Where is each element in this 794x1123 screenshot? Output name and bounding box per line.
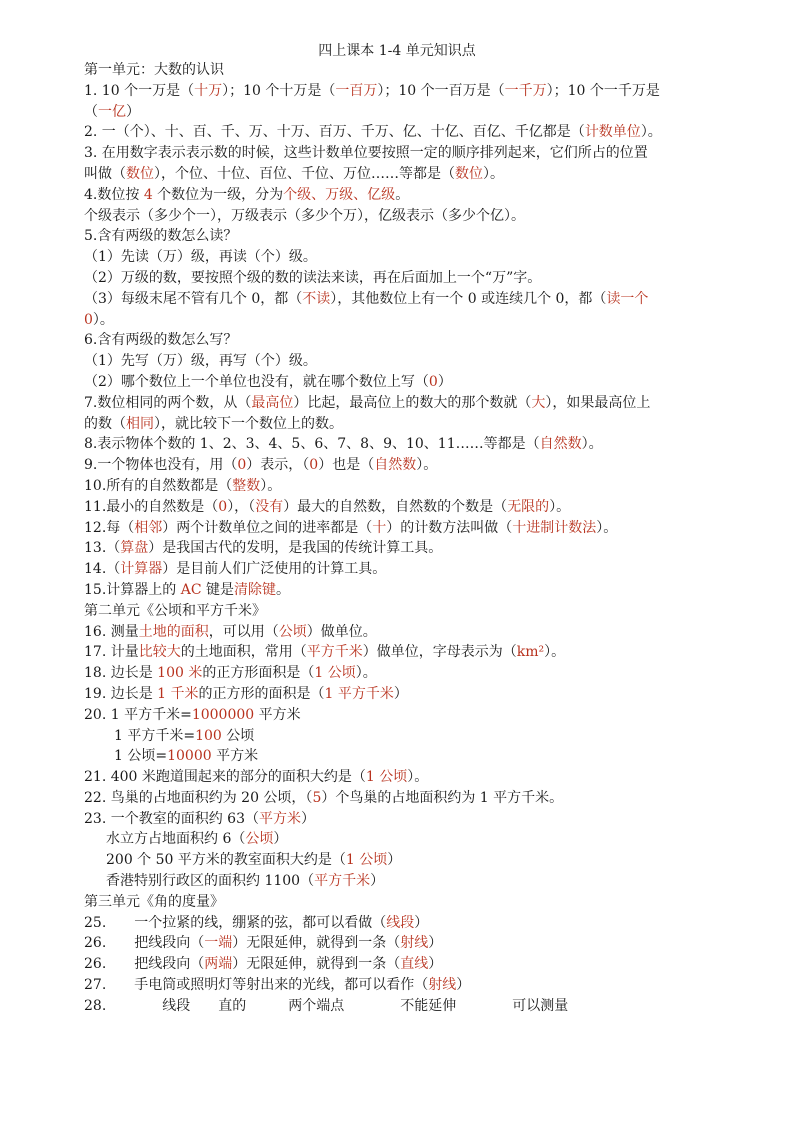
line-text: 平方米: [211, 748, 259, 765]
answer-text: 无限的: [507, 498, 550, 515]
text-line: [84, 393, 744, 414]
knowledge-points-list: [84, 60, 744, 1017]
line-text: 5.含有两级的数怎么读？: [84, 228, 238, 245]
text-line: [84, 559, 744, 580]
answer-text: 100: [195, 727, 222, 744]
text-line: [84, 60, 744, 81]
line-text: （: [84, 103, 98, 120]
answer-text: 10000: [167, 748, 212, 765]
line-text: 10.所有的自然数都是（: [84, 477, 233, 494]
answer-text: 数位: [126, 165, 154, 182]
line-text: ）最大的自然数，自然数的个数是（: [283, 498, 508, 515]
line-text: ）。: [355, 665, 377, 682]
line-text: 1. 10 个一万是（: [84, 82, 195, 99]
text-line: [84, 996, 744, 1017]
text-line: [84, 580, 744, 601]
text-line: [84, 663, 744, 684]
text-line: [84, 850, 744, 871]
line-text: ）。: [416, 457, 438, 474]
line-text: ）无限延伸，就得到一条（: [232, 956, 401, 973]
text-line: [84, 247, 744, 268]
line-text: 键是: [201, 581, 234, 598]
line-text: 19. 边长是: [84, 685, 158, 702]
line-text: 。: [276, 581, 290, 598]
answer-text: 0: [84, 311, 93, 328]
answer-text: 整数: [232, 477, 261, 494]
line-text: 6.含有两级的数怎么写？: [84, 332, 238, 349]
answer-text: 1000000: [191, 706, 255, 723]
text-line: [84, 497, 744, 518]
line-text: （1）先写（万）级，再写（个）级。: [84, 353, 317, 370]
answer-text: 数位: [455, 165, 483, 182]
answer-text: 公顷: [278, 623, 307, 640]
answer-text: 十进制计数法: [512, 519, 597, 536]
text-line: [84, 268, 744, 289]
text-line: [84, 705, 744, 726]
answer-text: km²: [516, 644, 545, 661]
line-text: ）。: [549, 498, 571, 515]
line-text: 香港特别行政区的面积约 1100（: [106, 873, 315, 890]
line-text: ）。: [92, 311, 114, 328]
line-text: 的土地面积，常用（: [180, 644, 307, 661]
line-text: ）。: [581, 436, 603, 453]
line-text: ）个鸟巢的占地面积约为 1 平方千米。: [321, 789, 564, 806]
answer-text: 十: [372, 519, 387, 536]
line-text: ）是目前人们广泛使用的计算工具。: [162, 561, 387, 578]
line-text: ）。: [640, 124, 662, 141]
line-text: ）是我国古代的发明，是我国的传统计算工具。: [148, 540, 443, 557]
line-text: ）。: [407, 769, 429, 786]
line-text: 13.（: [84, 540, 121, 557]
line-text: ）。: [260, 477, 282, 494]
answer-text: 土地的面积: [138, 623, 209, 640]
line-text: ）比起，最高位上的数大的那个数就（: [293, 394, 532, 411]
line-text: （1）先读（万）级，再读（个）级。: [84, 249, 317, 266]
line-text: 个级表示（多少个一），万级表示（多少个万），亿级表示（多少个亿）。: [84, 207, 525, 224]
answer-text: 1 公顷: [314, 665, 356, 682]
line-text: ）；10 个十万是（: [222, 82, 336, 99]
answer-text: 相邻: [134, 519, 163, 536]
line-text: 11.最小的自然数是（: [84, 498, 219, 515]
line-text: 2. 一（个）、十、百、千、万、十万、百万、千万、亿、十亿、百亿、千亿都是（: [84, 124, 585, 141]
answer-text: 个级、万级、亿级: [283, 186, 396, 203]
line-text: 22. 鸟巢的占地面积约为 20 公顷，（: [84, 789, 313, 806]
answer-text: 100 米: [157, 665, 203, 682]
line-text: ）。: [483, 165, 504, 182]
answer-text: 一亿: [98, 103, 126, 120]
text-line: [84, 746, 744, 767]
answer-text: 公顷: [245, 831, 274, 848]
answer-text: 不读: [302, 290, 331, 307]
line-text: ）: [387, 852, 402, 869]
line-text: ）: [393, 685, 408, 702]
answer-text: 自然数: [374, 457, 417, 474]
line-text: ）。: [544, 644, 566, 661]
line-text: 26. 把线段向（: [84, 956, 205, 973]
line-text: 的正方形的面积是（: [198, 685, 325, 702]
text-line: [84, 226, 744, 247]
text-line: [84, 642, 744, 663]
text-line: [84, 518, 744, 539]
answer-text: 计数单位: [584, 124, 641, 141]
line-text: ）也是（: [318, 457, 375, 474]
line-text: 23. 一个教室的面积约 63（: [84, 810, 259, 827]
answer-text: 平方千米: [306, 644, 363, 661]
line-text: 9.一个物体也没有，用（: [84, 457, 238, 474]
line-text: 的数（: [84, 415, 126, 432]
text-line: [84, 933, 744, 954]
line-text: 17. 计量: [84, 644, 139, 661]
answer-text: 直线: [400, 956, 429, 973]
text-line: [84, 767, 744, 788]
text-line: [84, 788, 744, 809]
answer-text: 相同: [126, 415, 154, 432]
answer-text: 一百万: [335, 82, 378, 99]
answer-text: 5: [312, 789, 322, 806]
line-text: 12.每（: [84, 519, 135, 536]
line-text: 个数位为一级，分为: [152, 186, 284, 203]
text-line: [84, 122, 744, 143]
answer-text: AC: [180, 581, 202, 598]
text-line: [84, 892, 744, 913]
line-text: 200 个 50 平方米的教室面积大约是（: [106, 852, 346, 869]
line-text: ，可以用（: [208, 623, 279, 640]
line-text: 第三单元《角的度量》: [84, 893, 224, 910]
answer-text: 自然数: [539, 436, 582, 453]
answer-text: 一端: [204, 935, 233, 952]
answer-text: 线段: [386, 914, 415, 931]
line-text: 3. 在用数字表示表示数的时候，这些计数单位要按照一定的顺序排列起来，它们所占的位置: [84, 145, 648, 162]
line-text: 第一单元：大数的认识: [84, 62, 224, 78]
line-text: 水立方占地面积约 6（: [106, 831, 246, 848]
text-line: [84, 330, 744, 351]
line-text: 第二单元《公顷和平方千米》: [84, 602, 266, 619]
line-text: ）的计数方法叫做（: [386, 519, 513, 536]
line-text: ）: [428, 935, 443, 952]
line-text: 20. 1 平方千米=: [84, 706, 192, 723]
line-text: ）: [414, 914, 429, 931]
answer-text: 最高位: [251, 394, 294, 411]
line-text: 4.数位按: [84, 186, 144, 203]
text-line: [84, 164, 744, 185]
text-line: [84, 726, 744, 747]
line-text: 15.计算器上的: [84, 581, 181, 598]
text-line: [84, 143, 744, 164]
answer-text: 0: [237, 457, 247, 474]
answer-text: 比较大: [138, 644, 181, 661]
text-line: [84, 476, 744, 497]
answer-text: 平方米: [258, 810, 301, 827]
answer-text: 算盘: [120, 540, 149, 557]
answer-text: 大: [531, 394, 546, 411]
line-text: ）: [428, 956, 443, 973]
text-line: [84, 185, 744, 206]
line-text: 16. 测量: [84, 623, 139, 640]
answer-text: 1 千米: [157, 685, 199, 702]
line-text: 1 平方千米=: [114, 727, 196, 744]
text-line: [84, 913, 744, 934]
text-line: [84, 538, 744, 559]
answer-text: 计算器: [120, 561, 163, 578]
text-line: [84, 809, 744, 830]
line-text: 18. 边长是: [84, 665, 158, 682]
line-text: ）: [370, 873, 385, 890]
document-title: 四上课本 1-4 单元知识点: [318, 43, 476, 59]
line-text: ）: [273, 831, 288, 848]
answer-text: 平方千米: [314, 873, 371, 890]
line-text: （3）每级末尾不管有几个 0，都（: [84, 290, 303, 307]
text-line: [84, 414, 744, 435]
line-text: ），其他数位上有一个 0 或连续几个 0，都（: [330, 290, 607, 307]
answer-text: 射线: [428, 977, 457, 994]
text-line: [84, 829, 744, 850]
line-text: ），如果最高位上: [545, 394, 651, 411]
answer-text: 射线: [400, 935, 429, 952]
text-line: [84, 455, 744, 476]
line-text: 公顷: [221, 727, 255, 744]
answer-text: 读一个: [606, 290, 649, 307]
line-text: ），（: [227, 498, 256, 515]
text-line: [84, 372, 744, 393]
answer-text: 十万: [194, 82, 223, 99]
text-line: [84, 954, 744, 975]
text-line: [84, 206, 744, 227]
text-line: [84, 81, 744, 102]
answer-text: 1 公顷: [365, 769, 408, 786]
text-line: [84, 601, 744, 622]
answer-text: 1 平方千米: [324, 685, 394, 702]
answer-text: 0: [218, 498, 228, 515]
line-text: 7.数位相同的两个数，从（: [84, 394, 252, 411]
answer-text: 一千万: [504, 82, 547, 99]
line-text: ）；10 个一千万是: [546, 82, 660, 99]
line-text: ）: [126, 103, 140, 120]
line-text: ）无限延伸，就得到一条（: [232, 935, 401, 952]
line-text: 的正方形面积是（: [202, 665, 315, 682]
line-text: （2）万级的数，要按照个级的数的读法来读，再在后面加上一个“万”字。: [84, 269, 542, 286]
text-line: [84, 684, 744, 705]
line-text: ），就比较下一个数位上的数。: [154, 415, 343, 432]
line-text: 1 公顷=: [114, 748, 168, 765]
line-text: 21. 400 米跑道围起来的部分的面积大约是（: [84, 769, 366, 786]
line-text: ）。: [596, 519, 618, 536]
text-line: [84, 310, 744, 331]
answer-text: 0: [428, 373, 438, 390]
line-text: ）: [437, 373, 452, 390]
line-text: 28. 线段 直的 两个端点 不能延伸 可以测量: [84, 997, 569, 1014]
line-text: ）表示，（: [246, 457, 310, 474]
answer-text: 清除键: [234, 581, 276, 598]
text-line: [84, 351, 744, 372]
answer-text: 没有: [255, 498, 284, 515]
line-text: ），个位、十位、百位、千位、万位……等都是（: [154, 165, 455, 182]
text-line: [84, 975, 744, 996]
text-line: [84, 102, 744, 123]
text-line: [84, 434, 744, 455]
line-text: ）做单位。: [306, 623, 377, 640]
line-text: ）两个计数单位之间的进率都是（: [162, 519, 373, 536]
text-line: [84, 622, 744, 643]
line-text: ）: [300, 810, 315, 827]
answer-text: 两端: [204, 956, 233, 973]
line-text: 27. 手电筒或照明灯等射出来的光线，都可以看作（: [84, 977, 429, 994]
line-text: 14.（: [84, 561, 121, 578]
line-text: 26. 把线段向（: [84, 935, 205, 952]
text-line: [84, 871, 744, 892]
line-text: 叫做（: [84, 165, 126, 182]
line-text: 平方米: [254, 706, 301, 723]
line-text: ）做单位，字母表示为（: [362, 644, 517, 661]
answer-text: 4: [143, 186, 153, 203]
line-text: 25. 一个拉紧的线，绷紧的弦，都可以看做（: [84, 914, 387, 931]
line-text: （2）哪个数位上一个单位也没有，就在哪个数位上写（: [84, 373, 429, 390]
line-text: 8.表示物体个数的 1、2、3、4、5、6、7、8、9、10、11……等都是（: [84, 436, 540, 453]
answer-text: 0: [309, 457, 319, 474]
text-line: [84, 289, 744, 310]
line-text: 。: [395, 186, 410, 203]
line-text: ）；10 个一百万是（: [377, 82, 505, 99]
line-text: ）: [456, 977, 471, 994]
answer-text: 1 公顷: [345, 852, 388, 869]
